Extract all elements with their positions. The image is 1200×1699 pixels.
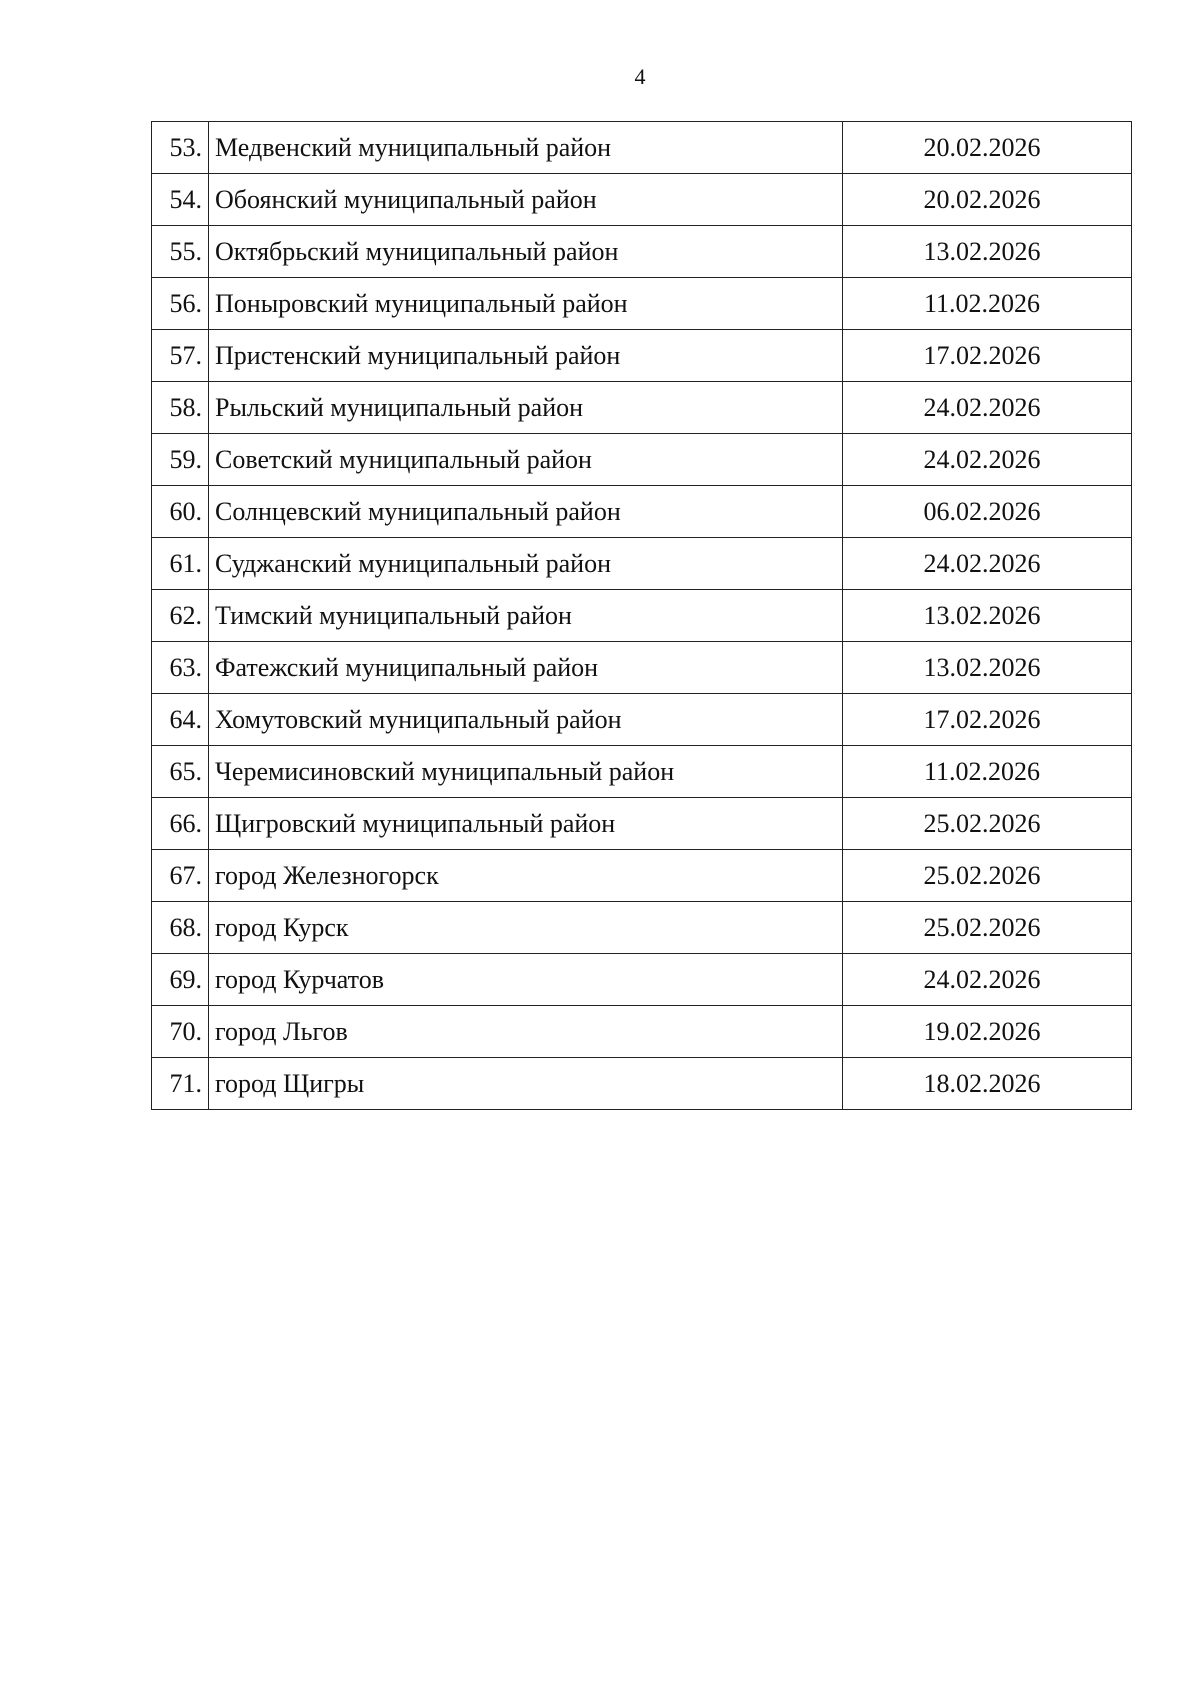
district-name: город Курск (209, 902, 843, 954)
table-row (152, 382, 1132, 434)
table-row (152, 538, 1132, 590)
table-row (152, 330, 1132, 382)
date-cell: 25.02.2026 (843, 798, 1132, 850)
date-cell: 25.02.2026 (843, 850, 1132, 902)
district-name: Тимский муниципальный район (209, 590, 843, 642)
district-name: Фатежский муниципальный район (209, 642, 843, 694)
date-cell: 11.02.2026 (843, 278, 1132, 330)
row-number: 56. (152, 278, 209, 330)
table-body (152, 122, 1132, 1110)
row-number: 59. (152, 434, 209, 486)
date-cell: 13.02.2026 (843, 226, 1132, 278)
row-number: 68. (152, 902, 209, 954)
table-row (152, 174, 1132, 226)
district-name: город Щигры (209, 1058, 843, 1110)
row-number: 71. (152, 1058, 209, 1110)
district-name: город Железногорск (209, 850, 843, 902)
district-name: Октябрьский муниципальный район (209, 226, 843, 278)
district-name: Рыльский муниципальный район (209, 382, 843, 434)
row-number: 70. (152, 1006, 209, 1058)
district-name: Хомутовский муниципальный район (209, 694, 843, 746)
row-number: 64. (152, 694, 209, 746)
date-cell: 06.02.2026 (843, 486, 1132, 538)
table-row (152, 954, 1132, 1006)
date-cell: 24.02.2026 (843, 434, 1132, 486)
district-name: Обоянский муниципальный район (209, 174, 843, 226)
table-row (152, 642, 1132, 694)
date-cell: 18.02.2026 (843, 1058, 1132, 1110)
table-row (152, 746, 1132, 798)
row-number: 63. (152, 642, 209, 694)
date-cell: 13.02.2026 (843, 590, 1132, 642)
date-cell: 13.02.2026 (843, 642, 1132, 694)
table-row (152, 694, 1132, 746)
date-cell: 17.02.2026 (843, 330, 1132, 382)
schedule-table (151, 121, 1132, 1110)
table-row (152, 434, 1132, 486)
page-number: 4 (634, 64, 646, 89)
district-name: город Курчатов (209, 954, 843, 1006)
table-row (152, 902, 1132, 954)
district-name: Поныровский муниципальный район (209, 278, 843, 330)
date-cell: 20.02.2026 (843, 174, 1132, 226)
district-name: Пристенский муниципальный район (209, 330, 843, 382)
row-number: 54. (152, 174, 209, 226)
row-number: 58. (152, 382, 209, 434)
table-row (152, 1006, 1132, 1058)
district-name: Суджанский муниципальный район (209, 538, 843, 590)
date-cell: 20.02.2026 (843, 122, 1132, 174)
table-row (152, 1058, 1132, 1110)
date-cell: 25.02.2026 (843, 902, 1132, 954)
district-name: Солнцевский муниципальный район (209, 486, 843, 538)
district-name: Черемисиновский муниципальный район (209, 746, 843, 798)
district-name: Советский муниципальный район (209, 434, 843, 486)
row-number: 55. (152, 226, 209, 278)
row-number: 66. (152, 798, 209, 850)
district-name: Щигровский муниципальный район (209, 798, 843, 850)
table-row (152, 486, 1132, 538)
table-row (152, 850, 1132, 902)
date-cell: 24.02.2026 (843, 954, 1132, 1006)
row-number: 57. (152, 330, 209, 382)
row-number: 61. (152, 538, 209, 590)
date-cell: 17.02.2026 (843, 694, 1132, 746)
table-row (152, 798, 1132, 850)
row-number: 65. (152, 746, 209, 798)
row-number: 60. (152, 486, 209, 538)
date-cell: 24.02.2026 (843, 382, 1132, 434)
date-cell: 11.02.2026 (843, 746, 1132, 798)
district-name: Медвенский муниципальный район (209, 122, 843, 174)
district-name: город Льгов (209, 1006, 843, 1058)
row-number: 62. (152, 590, 209, 642)
row-number: 67. (152, 850, 209, 902)
date-cell: 24.02.2026 (843, 538, 1132, 590)
table-row (152, 122, 1132, 174)
row-number: 53. (152, 122, 209, 174)
table-row (152, 226, 1132, 278)
date-cell: 19.02.2026 (843, 1006, 1132, 1058)
row-number: 69. (152, 954, 209, 1006)
table-row (152, 590, 1132, 642)
table-row (152, 278, 1132, 330)
